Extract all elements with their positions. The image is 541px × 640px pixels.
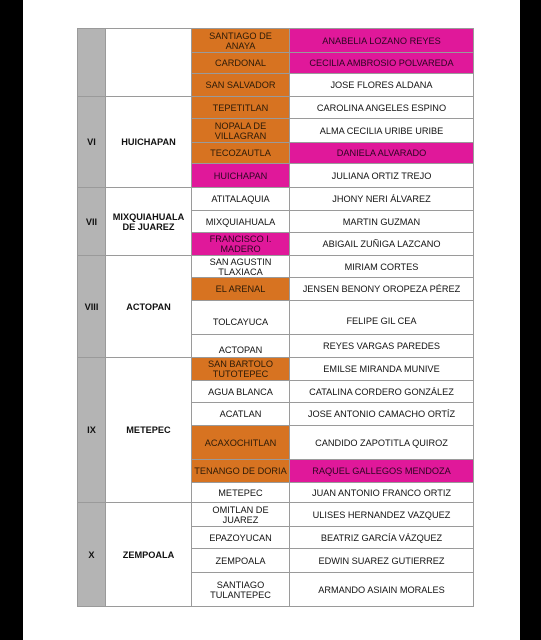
municipality-cell: MIXQUIAHUALA xyxy=(192,211,290,233)
candidate-cell: ABIGAIL ZUÑIGA LAZCANO xyxy=(290,233,474,256)
district-number xyxy=(78,29,106,97)
table-row xyxy=(78,97,474,119)
candidate-cell: DANIELA ALVARADO xyxy=(290,143,474,164)
candidate-cell: BEATRIZ GARCÍA VÁZQUEZ xyxy=(290,527,474,549)
district-name: MIXQUIAHUALA DE JUAREZ xyxy=(106,188,192,256)
candidate-cell: JULIANA ORTIZ TREJO xyxy=(290,164,474,188)
candidate-cell: ALMA CECILIA URIBE URIBE xyxy=(290,119,474,143)
candidate-cell: REYES VARGAS PAREDES xyxy=(290,335,474,358)
candidate-cell: EDWIN SUAREZ GUTIERREZ xyxy=(290,549,474,573)
district-number: IX xyxy=(78,358,106,503)
municipality-cell: NOPALA DE VILLAGRAN xyxy=(192,119,290,143)
municipality-cell: TECOZAUTLA xyxy=(192,143,290,164)
municipality-cell: FRANCISCO I. MADERO xyxy=(192,233,290,256)
table-row xyxy=(78,29,474,53)
table-row xyxy=(78,188,474,211)
table-row xyxy=(78,256,474,278)
municipality-cell: TEPETITLAN xyxy=(192,97,290,119)
district-number: VII xyxy=(78,188,106,256)
candidate-cell: MARTIN GUZMAN xyxy=(290,211,474,233)
candidate-cell: JENSEN BENONY OROPEZA PÉREZ xyxy=(290,278,474,301)
candidate-cell: CANDIDO ZAPOTITLA QUIROZ xyxy=(290,426,474,460)
municipality-cell: CARDONAL xyxy=(192,53,290,74)
municipality-cell: ZEMPOALA xyxy=(192,549,290,573)
district-name: METEPEC xyxy=(106,358,192,503)
municipality-cell: ATITALAQUIA xyxy=(192,188,290,211)
district-number: X xyxy=(78,503,106,607)
candidate-cell: CECILIA AMBROSIO POLVAREDA xyxy=(290,53,474,74)
candidate-cell: CAROLINA ANGELES ESPINO xyxy=(290,97,474,119)
candidate-cell: MIRIAM CORTES xyxy=(290,256,474,278)
municipality-cell: METEPEC xyxy=(192,483,290,503)
municipality-cell: HUICHAPAN xyxy=(192,164,290,188)
candidate-cell: JHONY NERI ÁLVAREZ xyxy=(290,188,474,211)
candidate-cell: RAQUEL GALLEGOS MENDOZA xyxy=(290,460,474,483)
district-number: VI xyxy=(78,97,106,188)
municipality-cell: TENANGO DE DORIA xyxy=(192,460,290,483)
candidate-cell: JOSE ANTONIO CAMACHO ORTÍZ xyxy=(290,403,474,426)
municipality-cell: ACATLAN xyxy=(192,403,290,426)
municipality-cell: TOLCAYUCA xyxy=(192,301,290,335)
municipality-cell: ACAXOCHITLAN xyxy=(192,426,290,460)
candidate-cell: JOSE FLORES ALDANA xyxy=(290,74,474,97)
table-row xyxy=(78,358,474,381)
district-name: ACTOPAN xyxy=(106,256,192,358)
municipality-cell: ACTOPAN xyxy=(192,335,290,358)
municipality-cell: OMITLAN DE JUAREZ xyxy=(192,503,290,527)
candidates-table xyxy=(77,28,474,607)
municipality-cell: SAN SALVADOR xyxy=(192,74,290,97)
district-name: HUICHAPAN xyxy=(106,97,192,188)
municipality-cell: EPAZOYUCAN xyxy=(192,527,290,549)
municipality-cell: AGUA BLANCA xyxy=(192,381,290,403)
candidate-cell: CATALINA CORDERO GONZÁLEZ xyxy=(290,381,474,403)
municipality-cell: SAN BARTOLO TUTOTEPEC xyxy=(192,358,290,381)
municipality-cell: SANTIAGO TULANTEPEC xyxy=(192,573,290,607)
candidate-cell: ULISES HERNANDEZ VAZQUEZ xyxy=(290,503,474,527)
candidate-cell: ARMANDO ASIAIN MORALES xyxy=(290,573,474,607)
candidate-cell: ANABELIA LOZANO REYES xyxy=(290,29,474,53)
municipality-cell: SAN AGUSTIN TLAXIACA xyxy=(192,256,290,278)
candidate-cell: FELIPE GIL CEA xyxy=(290,301,474,335)
municipality-cell: EL ARENAL xyxy=(192,278,290,301)
table-row xyxy=(78,503,474,527)
candidate-cell: JUAN ANTONIO FRANCO ORTIZ xyxy=(290,483,474,503)
district-number: VIII xyxy=(78,256,106,358)
municipality-cell: SANTIAGO DE ANAYA xyxy=(192,29,290,53)
district-name xyxy=(106,29,192,97)
candidate-cell: EMILSE MIRANDA MUNIVE xyxy=(290,358,474,381)
district-name: ZEMPOALA xyxy=(106,503,192,607)
